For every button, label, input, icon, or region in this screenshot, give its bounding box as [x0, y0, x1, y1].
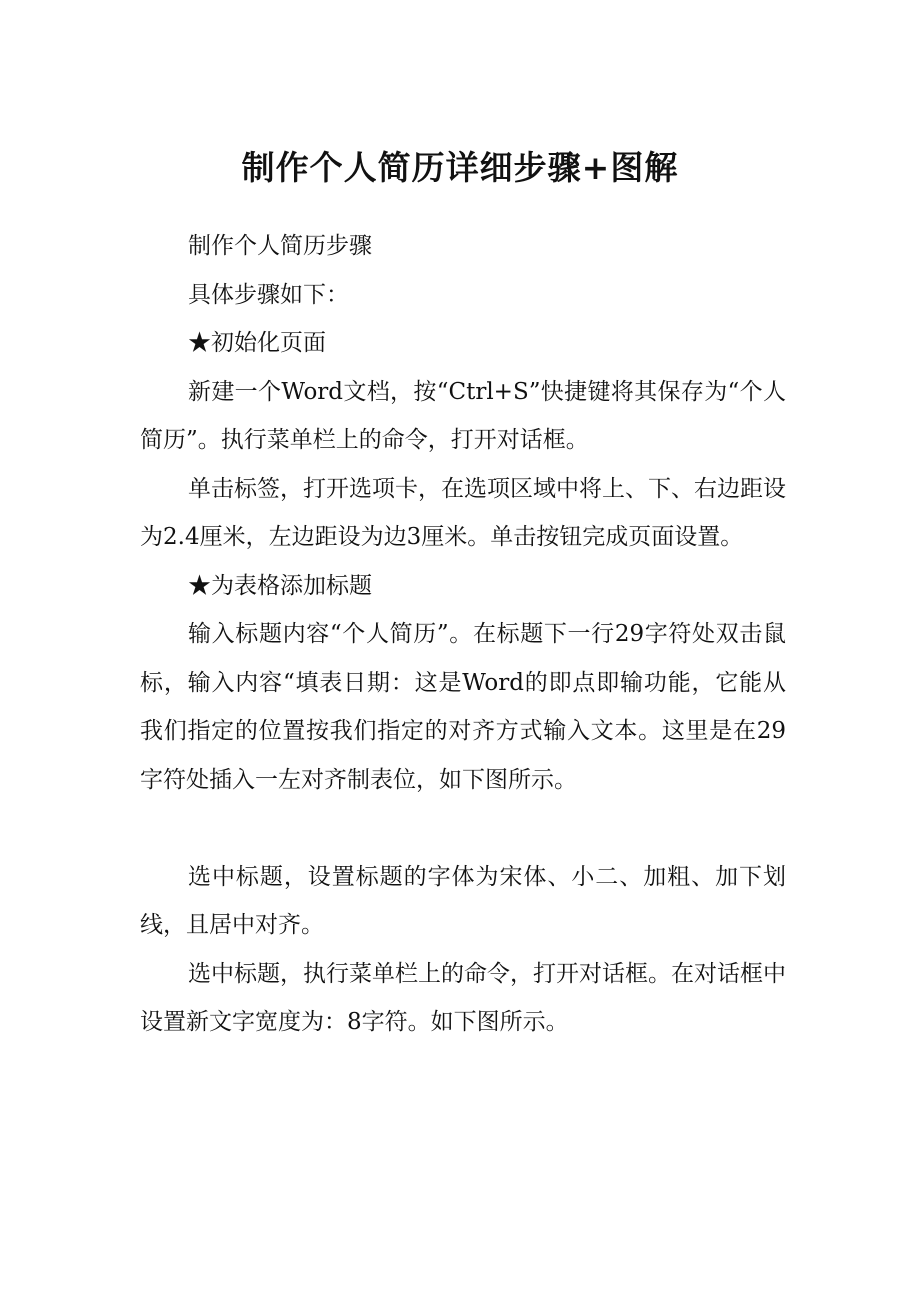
heading-init-page: ★初始化页面: [188, 330, 326, 356]
paragraph-steps-intro: 具体步骤如下：: [188, 281, 349, 308]
document-title: 制作个人简历详细步骤+图解: [241, 148, 679, 187]
paragraph-title-content: 输入标题内容“个人简历”。在标题下一行29字符处双击鼠标，输入内容“填表日期：这是Word的即点即输功能，它能从我们指定的位置按我们指定的对齐方式输入文本。这里是在29字符处插入一左对齐制表位，如下图所示。: [140, 621, 786, 793]
paragraph-new-document: 新建一个Word文档，按“Ctrl+S”快捷键将其保存为“个人简历”。执行菜单栏上的命令，打开对话框。: [140, 378, 786, 453]
blank-line: [140, 804, 786, 853]
paragraph-title-font: 选中标题，设置标题的字体为宋体、小二、加粗、加下划线，且居中对齐。: [140, 863, 786, 938]
document-body: [140, 222, 786, 1047]
heading-table-title: ★为表格添加标题: [188, 572, 372, 599]
paragraph-title-width: 选中标题，执行菜单栏上的命令，打开对话框。在对话框中设置新文字宽度为：8字符。如下图所示。: [140, 960, 786, 1035]
paragraph-resume-steps: 制作个人简历步骤: [188, 233, 372, 259]
paragraph-margins: 单击标签，打开选项卡，在选项区域中将上、下、右边距设为2.4厘米，左边距设为边3厘米。单击按钮完成页面设置。: [140, 475, 786, 550]
